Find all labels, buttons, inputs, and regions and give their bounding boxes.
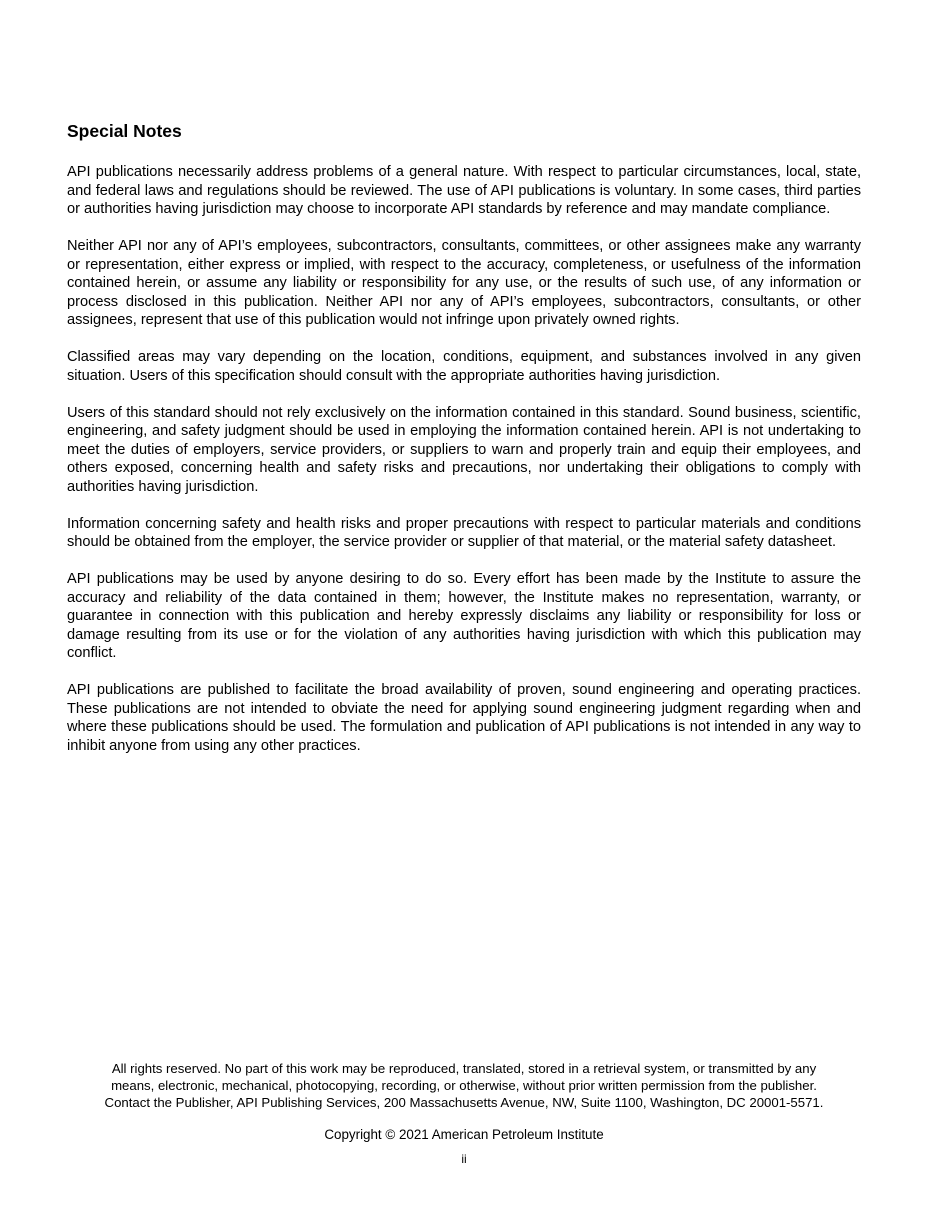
page-number: ii <box>461 1152 467 1166</box>
rights-line: All rights reserved. No part of this work may be reproduced, translated, stored in a retrieval system, or transmitted by any <box>111 1061 817 1076</box>
paragraph-use-by-anyone: API publications may be used by anyone desiring to do so. Every effort has been made by the Institute to assure the accuracy and reliability of the data contained in them; however, the Institute makes no representation, warranty, or guarantee in connection with this publication and hereby expressly disclaims any liability or responsibility for loss or damage resulting from its use or for the violation of any authorities having jurisdiction with which this publication may conflict. <box>67 571 861 661</box>
paragraph-general-nature: API publications necessarily address problems of a general nature. With respect to particular circumstances, local, state, and federal laws and regulations should be reviewed. The use of API publications is voluntary. In some cases, third parties or authorities having jurisdiction may choose to incorporate API standards by reference and may mandate compliance. <box>67 164 861 217</box>
paragraph-broad-availability: API publications are published to facilitate the broad availability of proven, sound engineering and operating practices. These publications are not intended to obviate the need for applying sound engineering judgment regarding when and where these publications should be used. The formulation and publication of API publications is not intended in any way to inhibit anyone from using any other practices. <box>67 682 861 754</box>
rights-line: means, electronic, mechanical, photocopying, recording, or otherwise, without prior written permission from the publisher. <box>111 1078 817 1093</box>
rights-line: Contact the Publisher, API Publishing Services, 200 Massachusetts Avenue, NW, Suite 1100, Washington, DC 20001-5571. <box>104 1095 824 1110</box>
special-notes-section <box>67 119 861 774</box>
paragraph-classified-areas: Classified areas may vary depending on the location, conditions, equipment, and substances involved in any given situation. Users of this specification should consult with the appropriate authorities having jurisdiction. <box>67 349 861 384</box>
paragraph-safety-information: Information concerning safety and health risks and proper precautions with respect to particular materials and conditions should be obtained from the employer, the service provider or supplier of that material, or the material safety datasheet. <box>67 515 861 550</box>
paragraph-no-warranty: Neither API nor any of API’s employees, subcontractors, consultants, committees, or other assignees make any warranty or representation, either express or implied, with respect to the accuracy, completeness, or usefulness of the information contained herein, or assume any liability or responsibility for any use, or the results of such use, of any information or process disclosed in this publication. Neither API nor any of API’s employees, subcontractors, consultants, or other assignees, represent that use of this publication would not infringe upon privately owned rights. <box>67 238 861 328</box>
page-title: Special Notes <box>67 121 182 141</box>
paragraph-users-judgment: Users of this standard should not rely exclusively on the information contained in this standard. Sound business, scientific, engineering, and safety judgment should be used in employing the information contained herein. API is not undertaking to meet the duties of employers, service providers, or suppliers to warn and properly train and equip their employees, and others exposed, concerning health and safety risks and precautions, nor undertaking their obligations to comply with authorities having jurisdiction. <box>67 404 861 495</box>
copyright-notice: Copyright © 2021 American Petroleum Institute <box>324 1127 604 1142</box>
rights-notice <box>67 1060 861 1111</box>
